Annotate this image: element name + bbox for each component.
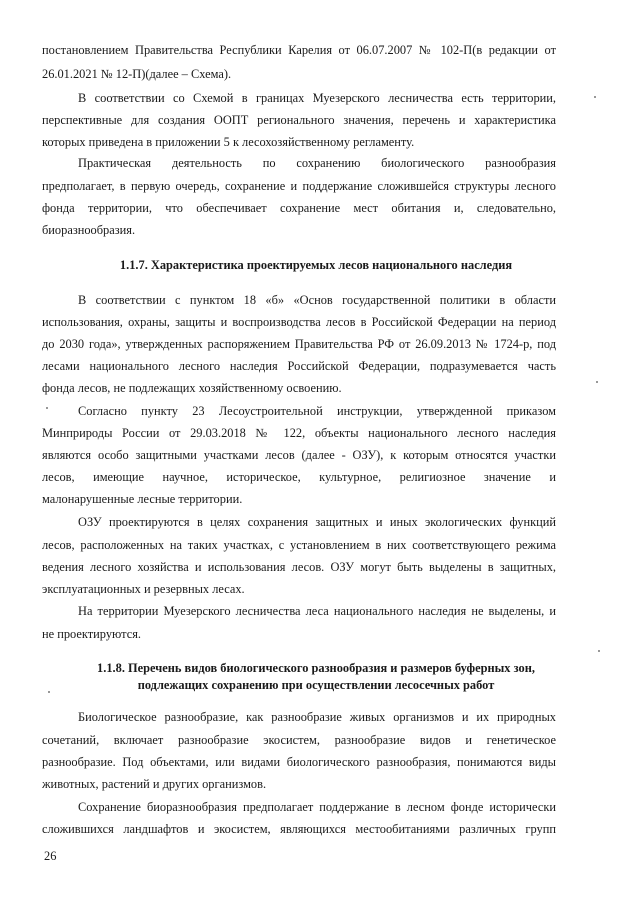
paragraph-line: сложившихся ландшафтов и экосистем, являющихся местообитаниями различных групп bbox=[42, 822, 556, 836]
paragraph-line: эксплуатационных и резервных лесах. bbox=[42, 582, 245, 596]
section-heading: подлежащих сохранению при осуществлении лесосечных работ bbox=[137, 678, 495, 692]
paragraph-line: ведения лесного хозяйства и использования лесов. ОЗУ могут быть выделены в защитных, bbox=[42, 560, 556, 574]
paragraph-line: Согласно пункту 23 Лесоустроительной инструкции, утвержденной приказом bbox=[78, 404, 556, 418]
paragraph-line: фонда территории, что обеспечивает сохранение мест обитания и, следовательно, bbox=[42, 201, 556, 215]
scan-speck bbox=[46, 407, 48, 409]
paragraph-line: лесами национального лесного наследия Российской Федерации, подразумевается часть bbox=[42, 359, 556, 373]
paragraph-line: животных, растений и других организмов. bbox=[42, 777, 267, 791]
paragraph-line: разнообразие. Под объектами, или видами биологического разнообразия, понимаются виды bbox=[42, 755, 556, 769]
paragraph-line: малонарушенные лесные территории. bbox=[42, 492, 243, 506]
paragraph-line: являются особо защитными участками лесов (далее - ОЗУ), к которым относятся участки bbox=[42, 448, 556, 462]
paragraph-line: Практическая деятельность по сохранению биологического разнообразия bbox=[78, 156, 556, 170]
paragraph-line: биоразнообразия. bbox=[42, 223, 136, 237]
paragraph-line: которых приведена в приложении 5 к лесохозяйственному регламенту. bbox=[42, 135, 415, 149]
paragraph-line: лесов, имеющие научное, историческое, культурное, религиозное значение и bbox=[42, 470, 556, 484]
paragraph-line: В соответствии с пунктом 18 «б» «Основ государственной политики в области bbox=[78, 293, 556, 307]
paragraph-line: ОЗУ проектируются в целях сохранения защитных и иных экологических функций bbox=[78, 515, 556, 529]
paragraph-line: до 2030 года», утвержденных распоряжением Правительства РФ от 26.09.2013 № 1724-р, под bbox=[42, 337, 556, 351]
paragraph-line: фонда лесов, не подлежащих хозяйственному освоению. bbox=[42, 381, 342, 395]
paragraph-line: На территории Муезерского лесничества леса национального наследия не выделены, и bbox=[78, 604, 556, 618]
paragraph-line: сочетаний, включает разнообразие экосистем, разнообразие видов и генетическое bbox=[42, 733, 556, 747]
scan-speck bbox=[594, 96, 596, 98]
page-number: 26 bbox=[44, 849, 57, 863]
scan-speck bbox=[48, 691, 50, 693]
section-heading: 1.1.7. Характеристика проектируемых лесов национального наследия bbox=[119, 258, 513, 272]
paragraph-line: Минприроды России от 29.03.2018 № 122, объекты национального лесного наследия bbox=[42, 426, 556, 440]
scan-speck bbox=[596, 381, 598, 383]
paragraph-line: не проектируются. bbox=[42, 627, 141, 641]
section-heading: 1.1.8. Перечень видов биологического разнообразия и размеров буферных зон, bbox=[97, 661, 535, 675]
paragraph-line: использования, охраны, защиты и воспроизводства лесов в Российской Федерации на период bbox=[42, 315, 556, 329]
paragraph-line: Биологическое разнообразие, как разнообразие живых организмов и их природных bbox=[78, 710, 556, 724]
scan-speck bbox=[598, 650, 600, 652]
paragraph-line: постановлением Правительства Республики Карелия от 06.07.2007 № 102-П(в редакции от bbox=[42, 43, 556, 57]
paragraph-line: 26.01.2021 № 12-П)(далее – Схема). bbox=[42, 67, 232, 81]
paragraph-line: лесов, расположенных на таких участках, с установлением в них соответствующего режима bbox=[42, 538, 556, 552]
paragraph-line: Сохранение биоразнообразия предполагает поддержание в лесном фонде исторически bbox=[78, 800, 556, 814]
paragraph-line: предполагает, в первую очередь, сохранение и поддержание сложившейся структуры лесного bbox=[42, 179, 556, 193]
paragraph-line: перспективные для создания ООПТ регионального значения, перечень и характеристика bbox=[42, 113, 556, 127]
paragraph-line: В соответствии со Схемой в границах Муезерского лесничества есть территории, bbox=[78, 91, 556, 105]
